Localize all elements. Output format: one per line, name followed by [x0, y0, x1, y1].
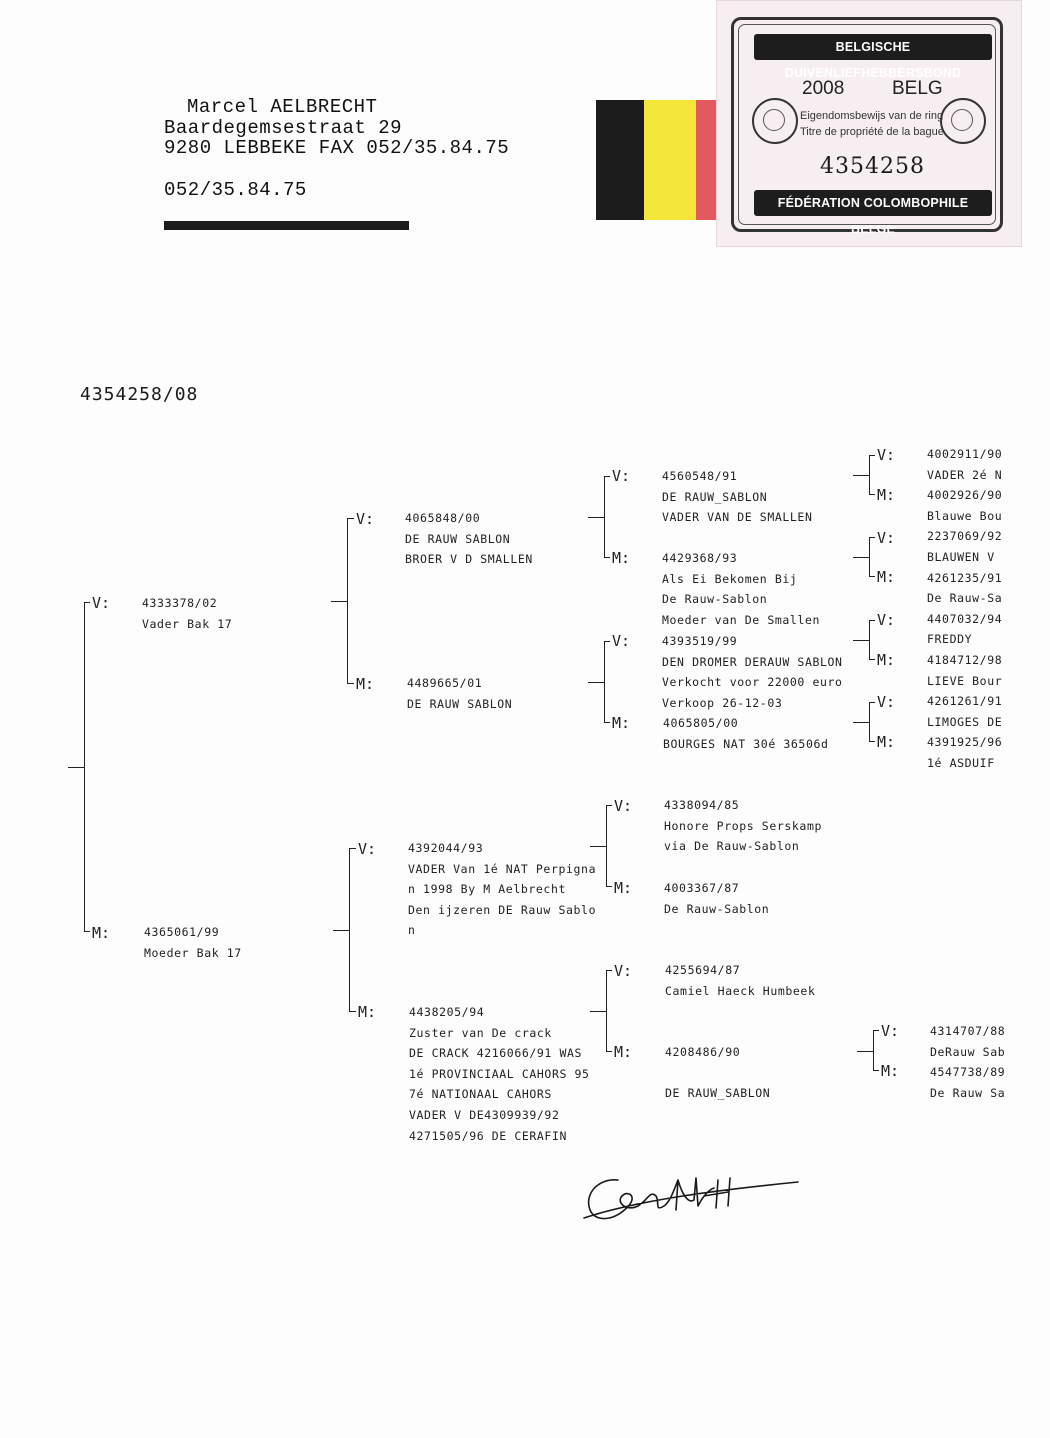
bracket-line — [68, 767, 84, 768]
entry-note: 4271505/96 DE CERAFIN — [409, 1128, 567, 1143]
bracket-line — [869, 659, 875, 660]
entry-note: Verkocht voor 22000 euro — [662, 675, 843, 690]
dam-label: M: — [877, 651, 896, 669]
ring-number: 4489665/01 — [407, 676, 483, 690]
flag-stripe-black — [596, 100, 644, 220]
signature-icon — [578, 1160, 808, 1232]
sire-entry — [142, 593, 232, 634]
bracket-line — [347, 518, 354, 519]
ring-number: 4338094/85 — [664, 798, 740, 812]
ring-number: 4208486/90 — [665, 1045, 741, 1059]
gen3-entry — [662, 631, 843, 713]
bracket-line — [853, 475, 869, 476]
entry-note: Verkoop 26-12-03 — [662, 695, 783, 710]
bracket-line — [869, 702, 875, 703]
sire-label: V: — [358, 840, 377, 858]
bracket-line — [606, 970, 607, 1052]
bracket-line — [869, 620, 870, 660]
entry-note: Camiel Haeck Humbeek — [665, 983, 816, 998]
bracket-line — [869, 620, 875, 621]
sire-sire-entry — [405, 508, 533, 570]
bracket-line — [869, 702, 870, 742]
sire-label: V: — [877, 693, 896, 711]
bracket-line — [857, 1051, 873, 1052]
certificate-number: 4354258 — [820, 154, 925, 179]
breeder-phone: 052/35.84.75 — [164, 179, 307, 201]
dam-label: M: — [877, 568, 896, 586]
entry-note: Als Ei Bekomen Bij — [662, 571, 798, 586]
sire-label: V: — [614, 797, 633, 815]
entry-note: Zuster van De crack — [409, 1025, 552, 1040]
certificate-country: BELG — [892, 78, 943, 99]
entry-note: LIEVE Bour — [927, 673, 1003, 688]
ring-number: 4392044/93 — [408, 841, 484, 855]
certificate-year: 2008 — [802, 78, 845, 99]
bracket-line — [347, 683, 354, 684]
sire-dam-entry — [407, 673, 512, 714]
bracket-line — [604, 476, 605, 558]
entry-note: VADER 2é N — [927, 467, 1003, 482]
ring-number: 4065805/00 — [663, 716, 739, 730]
entry-note: via De Rauw-Sablon — [664, 839, 800, 854]
bracket-line — [869, 537, 870, 577]
entry-note: BOURGES NAT 30é 36506d — [663, 736, 829, 751]
ring-number: 4002911/90 — [927, 447, 1003, 461]
ring-number: 4393519/99 — [662, 634, 738, 648]
bracket-line — [853, 640, 869, 641]
bracket-line — [84, 602, 90, 603]
ring-number: 4002926/90 — [927, 488, 1003, 503]
bracket-line — [333, 930, 349, 931]
sire-label: V: — [612, 632, 631, 650]
gen3-entry — [662, 466, 812, 528]
ring-number: 4314707/88 — [930, 1024, 1006, 1038]
dam-label: M: — [614, 879, 633, 897]
sire-label: V: — [877, 611, 896, 629]
bracket-line — [604, 722, 610, 723]
entry-note: 1é PROVINCIAAL CAHORS 95 — [409, 1066, 590, 1081]
sire-label: V: — [614, 962, 633, 980]
certificate-frame — [731, 17, 1003, 236]
entry-note: DE RAUW SABLON — [407, 696, 513, 711]
header-divider — [164, 221, 409, 230]
bracket-line — [869, 455, 875, 456]
bracket-line — [869, 741, 875, 742]
sire-label: V: — [92, 594, 111, 612]
bracket-line — [853, 557, 869, 558]
bracket-line — [604, 476, 610, 477]
entry-note: DE CRACK 4216066/91 WAS — [409, 1046, 583, 1061]
ring-number: 4261261/91 — [927, 694, 1003, 709]
pigeon-ring-id: 4354258/08 — [80, 384, 199, 405]
bracket-line — [869, 537, 875, 538]
ring-number: 4560548/91 — [662, 469, 738, 483]
ring-certificate — [716, 0, 1022, 247]
ring-number: 4365061/99 — [144, 925, 220, 939]
flag-stripe-red — [696, 100, 716, 220]
bracket-line — [604, 557, 610, 558]
entry-note: Den ijzeren DE Rauw Sablo — [408, 902, 597, 917]
breeder-street: Baardegemsestraat 29 — [164, 117, 403, 139]
certificate-top-banner: BELGISCHE DUIVENLIEFHEBBERSBOND — [754, 34, 992, 60]
bracket-line — [869, 576, 875, 577]
medal-left-icon — [752, 98, 798, 144]
entry-note: DE RAUW_SABLON — [662, 489, 768, 504]
entry-note: DE RAUW SABLON — [405, 531, 511, 546]
dam-label: M: — [612, 714, 631, 732]
bracket-line — [349, 848, 356, 849]
ring-number: 4438205/94 — [409, 1005, 485, 1019]
entry-note: BLAUWEN V — [927, 549, 995, 564]
entry-note: LIMOGES DE — [927, 714, 1003, 729]
bracket-line — [331, 601, 347, 602]
ring-number: 4547738/89 — [930, 1065, 1006, 1080]
crown-medal-icon — [940, 98, 986, 144]
bracket-line — [853, 722, 869, 723]
bracket-line — [873, 1030, 879, 1031]
dam-dam-entry — [409, 1002, 590, 1146]
bracket-line — [606, 805, 612, 806]
sire-label: V: — [877, 446, 896, 464]
ring-number: 4429368/93 — [662, 551, 738, 565]
entry-note: FREDDY — [927, 632, 973, 647]
bracket-line — [604, 641, 610, 642]
certificate-line-fr: Titre de propriété de la bague — [800, 126, 944, 138]
gen4-column — [930, 1021, 1005, 1103]
gen3-entry — [665, 960, 815, 1001]
entry-note: BROER V D SMALLEN — [405, 552, 533, 567]
entry-note: De Rauw Sa — [930, 1085, 1006, 1100]
bracket-line — [606, 1051, 612, 1052]
bracket-line — [588, 517, 604, 518]
bracket-line — [349, 848, 350, 1012]
bracket-line — [606, 805, 607, 887]
bracket-line — [84, 602, 85, 932]
bracket-line — [349, 1011, 356, 1012]
flag-stripe-yellow — [644, 100, 696, 220]
dam-label: M: — [356, 675, 375, 693]
dam-label: M: — [614, 1043, 633, 1061]
ring-number: 4391925/96 — [927, 735, 1003, 750]
gen3-entry — [664, 878, 769, 919]
entry-note: VADER VAN DE SMALLEN — [662, 510, 813, 525]
entry-note: DeRauw Sab — [930, 1044, 1006, 1059]
dam-label: M: — [877, 733, 896, 751]
bracket-line — [588, 682, 604, 683]
bracket-line — [84, 931, 90, 932]
entry-note: Honore Props Serskamp — [664, 818, 822, 833]
ring-number: 4407032/94 — [927, 611, 1003, 626]
ring-number: 4255694/87 — [665, 963, 741, 977]
entry-note: Blauwe Bou — [927, 508, 1003, 523]
dam-label: M: — [92, 924, 111, 942]
entry-note: DE RAUW_SABLON — [665, 1086, 771, 1101]
entry-note: n 1998 By M Aelbrecht — [408, 882, 566, 897]
dam-label: M: — [881, 1062, 900, 1080]
entry-note: Vader Bak 17 — [142, 616, 233, 631]
bracket-line — [873, 1070, 879, 1071]
ring-number: 4333378/02 — [142, 596, 218, 610]
sire-label: V: — [356, 510, 375, 528]
certificate-line-nl: Eigendomsbewijs van de ring — [800, 110, 944, 122]
entry-note: Moeder van De Smallen — [662, 612, 820, 627]
dam-label: M: — [877, 486, 896, 504]
ring-number: 4065848/00 — [405, 511, 481, 525]
entry-note: VADER Van 1é NAT Perpigna — [408, 861, 597, 876]
sire-label: V: — [881, 1022, 900, 1040]
bracket-line — [347, 518, 348, 684]
sire-label: V: — [877, 529, 896, 547]
entry-note: VADER V DE4309939/92 — [409, 1107, 560, 1122]
entry-note: De Rauw-Sablon — [664, 901, 770, 916]
bracket-line — [869, 455, 870, 495]
gen3-entry — [664, 795, 822, 857]
entry-note: De Rauw-Sablon — [662, 592, 768, 607]
gen3-entry — [662, 548, 820, 630]
breeder-city-fax: 9280 LEBBEKE FAX 052/35.84.75 — [164, 137, 510, 159]
bracket-line — [604, 641, 605, 723]
ring-number: 4003367/87 — [664, 881, 740, 895]
ring-number: 4184712/98 — [927, 652, 1003, 667]
entry-note: 1é ASDUIF — [927, 755, 995, 770]
certificate-bottom-banner: FÉDÉRATION COLOMBOPHILE BELGE — [754, 190, 992, 216]
breeder-name: Marcel AELBRECHT — [187, 96, 378, 118]
bracket-line — [869, 494, 875, 495]
bracket-line — [873, 1030, 874, 1071]
ring-number: 4261235/91 — [927, 570, 1003, 585]
entry-note: De Rauw-Sa — [927, 591, 1003, 606]
dam-label: M: — [358, 1003, 377, 1021]
belgian-flag-icon — [596, 100, 716, 220]
ring-number: 2237069/92 — [927, 529, 1003, 544]
dam-sire-entry — [408, 838, 596, 941]
entry-note: 7é NATIONAAL CAHORS — [409, 1087, 552, 1102]
gen3-entry — [663, 713, 829, 754]
bracket-line — [590, 1011, 606, 1012]
gen3-entry — [665, 1042, 770, 1104]
bracket-line — [606, 970, 612, 971]
entry-note: DEN DROMER DERAUW SABLON — [662, 654, 843, 669]
gen4-column — [927, 444, 1002, 774]
bracket-line — [606, 886, 612, 887]
sire-label: V: — [612, 467, 631, 485]
entry-note: Moeder Bak 17 — [144, 945, 242, 960]
entry-note: n — [408, 923, 416, 938]
dam-entry — [144, 922, 242, 963]
dam-label: M: — [612, 549, 631, 567]
